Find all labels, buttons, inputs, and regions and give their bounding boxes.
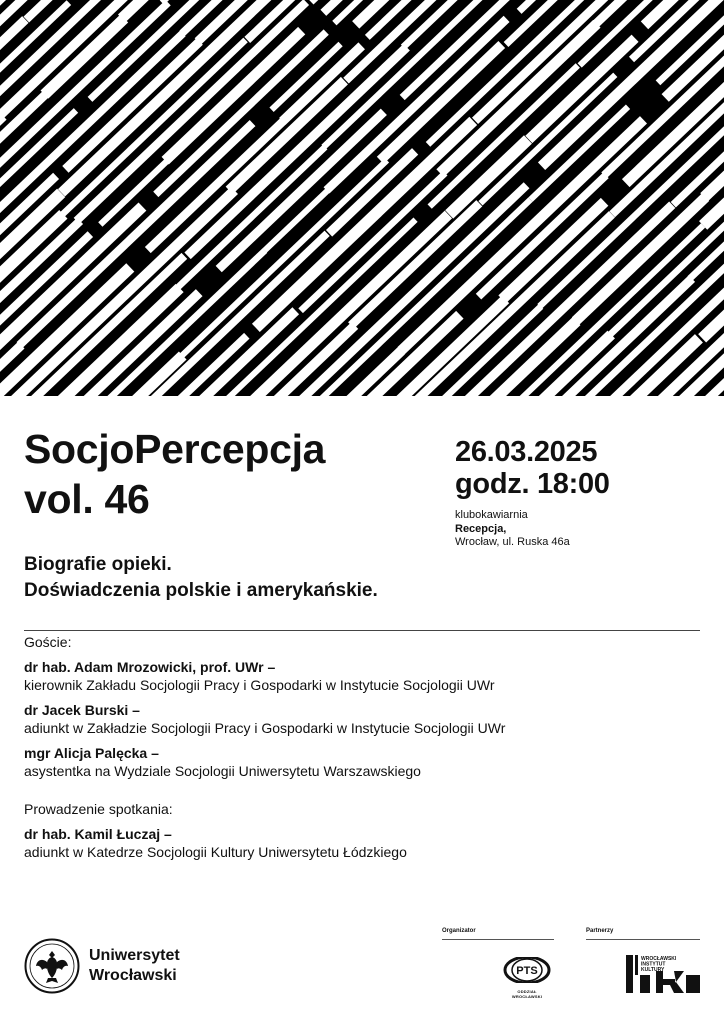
guest-name: dr hab. Adam Mrozowicki, prof. UWr – (24, 659, 276, 675)
organizer-divider (442, 939, 554, 940)
university-name-line1: Uniwersytet (89, 947, 180, 964)
university-logo (24, 938, 180, 994)
guest-item (24, 744, 704, 780)
stripe-segment (282, 46, 361, 122)
guest-role: adiunkt w Zakładzie Socjologii Pracy i Gospodarki w Instytucie Socjologii UWr (24, 720, 506, 736)
guest-item (24, 658, 704, 694)
moderator-label: Prowadzenie spotkania: (24, 801, 173, 817)
event-subtitle (24, 552, 378, 604)
stripe-segment (327, 19, 507, 191)
guest-name: dr Jacek Burski – (24, 702, 140, 718)
hero-stripes-graphic (0, 0, 724, 396)
guest-role: asystentka na Wydziale Socjologii Uniwersytetu Warszawskiego (24, 763, 421, 779)
guests-section (24, 633, 704, 868)
event-title-line1: SocjoPercepcja (24, 426, 326, 472)
wik-logo (626, 955, 700, 998)
moderator-role: adiunkt w Katedrze Socjologii Kultury Uniwersytetu Łódzkiego (24, 844, 407, 860)
guest-name: mgr Alicja Palęcka – (24, 745, 159, 761)
venue-address: Wrocław, ul. Ruska 46a (455, 536, 570, 548)
subtitle-line1: Biografie opieki. (24, 554, 172, 575)
moderator-name: dr hab. Kamil Łuczaj – (24, 826, 172, 842)
university-name (89, 946, 180, 986)
venue-name: Recepcja, (455, 522, 507, 535)
pts-logo-text: PTS (516, 965, 538, 977)
university-name-line2: Wrocławski (89, 967, 177, 984)
wik-logo-icon (626, 955, 700, 993)
event-title-line2: vol. 46 (24, 476, 150, 522)
stripe-segment (450, 205, 672, 396)
partners-label: Partnerzy (586, 928, 614, 934)
pts-logo (502, 957, 552, 999)
event-title (24, 424, 325, 524)
wik-text-line2: INSTYTUT (641, 961, 666, 968)
wik-text-line1: WROCŁAWSKI (641, 956, 677, 962)
event-venue (455, 509, 610, 550)
event-time: godz. 18:00 (455, 468, 610, 500)
university-eagle-emblem-icon (24, 938, 80, 994)
guests-label: Goście: (24, 634, 72, 650)
subtitle-line2: Doświadczenia polskie i amerykańskie. (24, 580, 378, 601)
guest-item (24, 701, 704, 737)
pts-logo-icon (502, 957, 552, 983)
wik-text-line3: KULTURY (641, 967, 665, 973)
moderator-item (24, 825, 704, 861)
partners-divider (586, 939, 700, 940)
stripe-segment (0, 115, 3, 313)
guest-role: kierownik Zakładu Socjologii Pracy i Gospodarki w Instytucie Socjologii UWr (24, 677, 495, 693)
event-details (455, 436, 610, 550)
diagonal-stripes-pattern (0, 0, 724, 396)
venue-type: klubokawiarnia (455, 509, 528, 521)
divider (24, 630, 700, 631)
event-date: 26.03.2025 (455, 436, 598, 468)
organizer-label: Organizator (442, 928, 476, 934)
pts-caption: ODDZIAŁ WROCŁAWSKI (511, 989, 543, 999)
